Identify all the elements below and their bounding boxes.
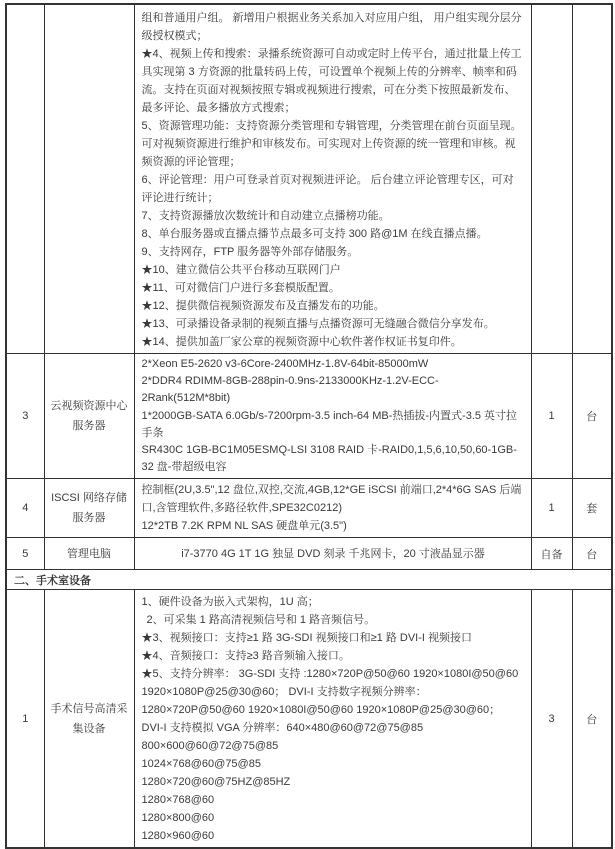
table-row-item-3 bbox=[6, 354, 612, 479]
spec-paragraph: 1280×768@60 bbox=[141, 794, 215, 807]
spec-paragraph: 8、单台服务器或直播点播节点最多可支持 300 路@1M 在线直播点播。 bbox=[141, 228, 488, 240]
item-unit-cell: 台 bbox=[572, 590, 612, 849]
spec-paragraph: ★4、视频上传和搜索：录播系统资源可自动或定时上传平台，通过批量上传工具实现第 3 方资源的批量转码上传，可设置单个视频上传的分辨率、帧率和码流。支持在页面对视频按照专辑或视频进行搜索，可在分类下按照最新发布、最多评论、最多播放方式搜索； bbox=[141, 48, 522, 114]
spec-paragraph: ★5、支持分辨率： 3G-SDI 支持 :1280×720P@50@60 1920×1080I@50@60 1920×1080P@25@30@60； DVI-I 支持数字视频分辨率：1280×720P@50@60 1920×1080I@50@60 1920×1080P@25@30@60； bbox=[141, 668, 519, 717]
item-qty-cell: 1 bbox=[531, 354, 572, 479]
item-qty-cell bbox=[531, 4, 572, 354]
spec-paragraph: 2*Xeon E5-2620 v3-6Core-2400MHz-1.8V-64bit-85000mW bbox=[141, 358, 429, 370]
table-row-item-4 bbox=[6, 479, 612, 538]
item-name-cell bbox=[44, 590, 134, 849]
table-row-item-1 bbox=[6, 590, 612, 849]
item-name-cell bbox=[44, 354, 134, 479]
item-number-cell: 1 bbox=[6, 590, 44, 849]
spec-paragraph: ★4、音频接口：支持≥3 路音频输入接口。 bbox=[141, 650, 350, 663]
spec-paragraph: ★11、可对微信门户进行多套模版配置。 bbox=[141, 282, 340, 294]
item-spec-cell bbox=[134, 354, 531, 479]
item-unit-cell bbox=[572, 4, 612, 354]
item-name-line: 管理电脑 bbox=[67, 547, 111, 560]
item-name-line: ISCSI 网络存储 bbox=[51, 492, 127, 505]
item-name-line: 云视频资源中心 bbox=[50, 400, 128, 413]
spec-paragraph: 1*2000GB-SATA 6.0Gb/s-7200rpm-3.5 inch-64 MB-热插拔-内置式-3.5 英寸拉手条 bbox=[141, 409, 518, 439]
equipment-spec-table bbox=[5, 3, 613, 849]
table-row-continuation bbox=[6, 4, 612, 354]
spec-paragraph: 1280×800@60 bbox=[141, 812, 215, 825]
item-name-cell bbox=[44, 538, 134, 570]
spec-paragraph: 1、硬件设备为嵌入式架构，1U 高； bbox=[141, 596, 319, 609]
spec-paragraph: 800×600@60@72@75@85 bbox=[141, 740, 279, 753]
item-spec-cell bbox=[134, 590, 531, 849]
spec-paragraph: ★13、可录播设备录制的视频直播与点播资源可无缝融合微信分享发布。 bbox=[141, 318, 495, 330]
spec-paragraph: 12*2TB 7.2K RPM NL SAS 硬盘单元(3.5") bbox=[141, 520, 347, 533]
section-header-row bbox=[6, 570, 612, 590]
spec-paragraph: 6、评论管理：用户可登录首页对视频进评论。 后台建立评论管理专区，可对评论进行统计； bbox=[141, 174, 514, 204]
spec-paragraph: ★3、视频接口：支持≥1 路 3G-SDI 视频接口和≥1 路 DVI-I 视频接口 bbox=[141, 632, 472, 645]
item-spec-cell bbox=[134, 538, 531, 570]
item-unit-cell: 台 bbox=[572, 538, 612, 570]
item-number-cell: 3 bbox=[6, 354, 44, 479]
spec-paragraph: i7-3770 4G 1T 1G 独显 DVD 刻录 千兆网卡，20 寸液晶显示器 bbox=[181, 547, 485, 560]
spec-paragraph: 9、支持网存，FTP 服务器等外部存储服务。 bbox=[141, 246, 359, 258]
spec-paragraph: ★12、提供微信视频资源发布及直播发布的功能。 bbox=[141, 300, 385, 312]
spec-paragraph: 1280×720@60@75HZ@85HZ bbox=[141, 776, 291, 789]
item-name-cell bbox=[44, 479, 134, 538]
spec-paragraph: 1024×768@60@75@85 bbox=[141, 758, 261, 771]
table-row-item-5 bbox=[6, 538, 612, 570]
spec-paragraph: 2*DDR4 RDIMM-8GB-288pin-0.9ns-2133000KHz-1.2V-ECC-2Rank(512M*8bit) bbox=[141, 375, 439, 405]
item-spec-cell bbox=[134, 479, 531, 538]
spec-paragraph: ★14、提供加盖厂家公章的视频资源中心软件著作权证书复印件。 bbox=[141, 336, 462, 348]
spec-paragraph: 组和普通用户组。 新增用户根据业务关系加入对应用户组， 用户组实现分层分级授权模式； bbox=[141, 12, 522, 42]
item-spec-cell bbox=[134, 4, 531, 354]
section-title: 二、手术室设备 bbox=[6, 570, 612, 590]
spec-paragraph: 控制框(2U,3.5",12 盘位,双控,交流,4GB,12*GE iSCSI 前端口,2*4*6G SAS 后端口,含管理软件,多路径软件,SPE32C0212) bbox=[141, 484, 522, 515]
item-unit-cell: 台 bbox=[572, 354, 612, 479]
item-name-line: 服务器 bbox=[72, 420, 106, 433]
spec-paragraph: 5、资源管理功能：支持资源分类管理和专辑管理，分类管理在前台页面呈现。可对视频资源进行维护和审核发布。可实现对上传资源的统一管理和审核。视频资源的评论管理； bbox=[141, 120, 522, 168]
spec-paragraph: SR430C 1GB-BC1M05ESMQ-LSI 3108 RAID 卡-RAID0,1,5,6,10,50,60-1GB-32 盘-带超级电容 bbox=[141, 444, 517, 474]
spec-paragraph: DVI-I 支持模拟 VGA 分辨率：640×480@60@72@75@85 bbox=[141, 722, 424, 735]
item-unit-cell: 套 bbox=[572, 479, 612, 538]
item-qty-cell: 3 bbox=[531, 590, 572, 849]
item-name-cell bbox=[44, 4, 134, 354]
item-qty-cell: 自备 bbox=[531, 538, 572, 570]
spec-paragraph: 1280×960@60 bbox=[141, 830, 215, 843]
item-number-cell: 4 bbox=[6, 479, 44, 538]
item-name-line: 集设备 bbox=[72, 722, 106, 735]
item-number-cell bbox=[6, 4, 44, 354]
spec-paragraph: 2、可采集 1 路高清视频信号和 1 路音频信号。 bbox=[146, 614, 376, 627]
spec-paragraph: ★10、建立微信公共平台移动互联网门户 bbox=[141, 264, 341, 276]
item-name-line: 手术信号高清采 bbox=[50, 702, 128, 715]
item-number-cell: 5 bbox=[6, 538, 44, 570]
item-name-line: 服务器 bbox=[72, 512, 106, 525]
spec-paragraph: 7、支持资源播放次数统计和自动建立点播榜功能。 bbox=[141, 210, 390, 222]
item-qty-cell: 1 bbox=[531, 479, 572, 538]
